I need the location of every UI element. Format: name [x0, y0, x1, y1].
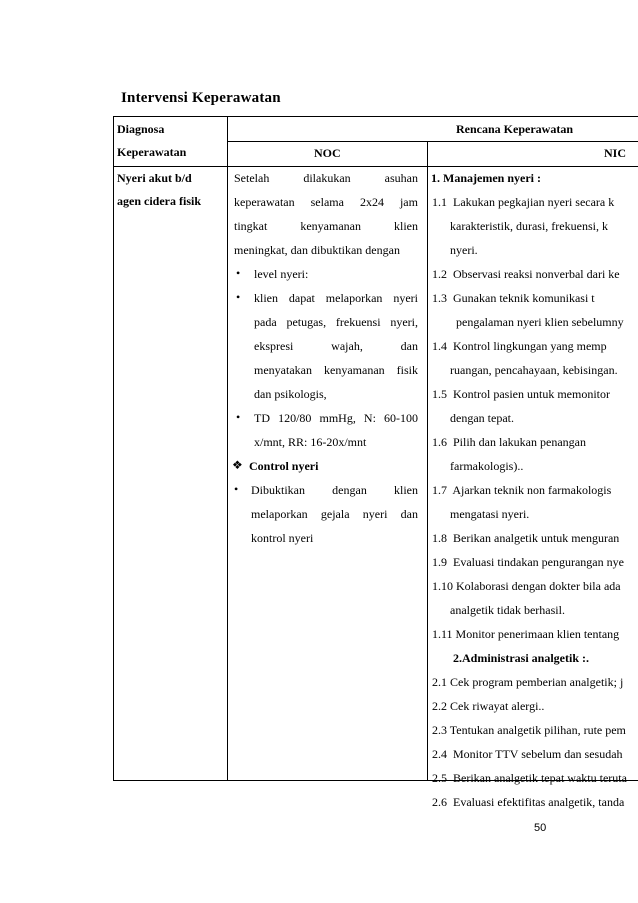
noc-word: kenyamanan	[300, 219, 361, 233]
noc-text-line	[234, 190, 418, 214]
noc-word: TD	[254, 411, 270, 425]
page-number: 50	[534, 822, 547, 834]
noc-word: tingkat	[234, 219, 268, 233]
noc-word: dan	[400, 339, 418, 353]
noc-word: kontrol nyeri	[251, 531, 314, 545]
noc-text-line	[254, 262, 418, 286]
noc-section-title: Control nyeri	[249, 459, 319, 473]
table-border-top	[113, 116, 638, 117]
noc-word: selama	[310, 195, 344, 209]
noc-text-line	[254, 358, 418, 382]
nic-section-title: 1. Manajemen nyeri :	[431, 171, 541, 185]
nic-text-line: 2.1 Cek program pemberian analgetik; j	[432, 675, 624, 689]
nic-text-line: ruangan, pencahayaan, kebisingan.	[432, 363, 618, 377]
noc-text-line	[251, 502, 418, 526]
nic-text-line: 1.4 Kontrol lingkungan yang memp	[432, 339, 607, 353]
noc-word: 60-100	[384, 411, 418, 425]
nic-text-line: 1.3 Gunakan teknik komunikasi t	[432, 291, 595, 305]
diamond-bullet-icon: ❖	[232, 458, 243, 472]
noc-word: kenyamanan	[324, 363, 385, 377]
nic-text-line: 2.6 Evaluasi efektifitas analgetik, tanda	[432, 795, 625, 809]
table-border-left	[113, 116, 114, 781]
nic-text-line: 1.7 Ajarkan teknik non farmakologis	[432, 483, 612, 497]
noc-word: asuhan	[384, 171, 418, 185]
noc-word: klien	[394, 483, 418, 497]
noc-word: level nyeri:	[254, 267, 309, 281]
nic-text-line: 1.6 Pilih dan lakukan penangan	[432, 435, 586, 449]
nic-text-line: 1.10 Kolaborasi dengan dokter bila ada	[432, 579, 621, 593]
noc-text-line	[254, 310, 418, 334]
nic-text-line: 2.5 Berikan analgetik tepat waktu teruta	[432, 771, 627, 785]
bullet-dot-icon: •	[236, 410, 241, 424]
nic-text-line: 1.1 Lakukan pegkajian nyeri secara k	[432, 195, 615, 209]
header-rencana-keperawatan: Rencana Keperawatan	[456, 122, 573, 136]
nic-text-line: analgetik tidak berhasil.	[432, 603, 565, 617]
header-diagnosa: Diagnosa	[117, 122, 165, 136]
diagnosa-line-1: Nyeri akut b/d	[117, 171, 192, 185]
noc-word: jam	[399, 195, 418, 209]
nic-text-line: dengan tepat.	[432, 411, 514, 425]
noc-word: dapat	[288, 291, 315, 305]
noc-word: nyeri	[362, 507, 388, 521]
noc-word: nyeri	[393, 291, 418, 305]
noc-word: x/mnt, RR: 16-20x/mnt	[254, 435, 367, 449]
noc-word: meningkat, dan dibuktikan dengan	[234, 243, 400, 257]
noc-word: nyeri,	[390, 315, 418, 329]
noc-word: melaporkan	[325, 291, 383, 305]
noc-word: frekuensi	[335, 315, 381, 329]
noc-text-line	[254, 286, 418, 310]
noc-text-line	[234, 238, 418, 262]
nic-text-line: pengalaman nyeri klien sebelumny	[432, 315, 624, 329]
page-title: Intervensi Keperawatan	[121, 90, 281, 106]
noc-word: menyatakan	[254, 363, 312, 377]
noc-word: petugas,	[286, 315, 327, 329]
header-nic: NIC	[604, 146, 627, 160]
nic-text-line: 1.11 Monitor penerimaan klien tentang	[432, 627, 620, 641]
table-border-bottom	[113, 780, 638, 781]
bullet-dot-icon: •	[236, 290, 241, 304]
nic-section-title: 2.Administrasi analgetik :.	[453, 651, 590, 665]
noc-word: fisik	[396, 363, 418, 377]
noc-word: wajah,	[331, 339, 363, 353]
nic-text-line: mengatasi nyeri.	[432, 507, 530, 521]
noc-text-line	[254, 334, 418, 358]
noc-word: dan	[400, 507, 418, 521]
noc-text-line	[254, 382, 418, 406]
noc-word: dilakukan	[303, 171, 351, 185]
noc-word: mmHg,	[319, 411, 356, 425]
noc-word: Setelah	[234, 171, 270, 185]
header-noc: NOC	[314, 146, 341, 160]
nic-text-line: 2.4 Monitor TTV sebelum dan sesudah	[432, 747, 623, 761]
noc-word: 2x24	[359, 195, 384, 209]
diagnosa-line-2: agen cidera fisik	[117, 194, 201, 208]
noc-word: N:	[363, 411, 376, 425]
nic-text-line: 1.2 Observasi reaksi nonverbal dari ke	[432, 267, 620, 281]
nic-text-line: 2.3 Tentukan analgetik pilihan, rute pem	[432, 723, 626, 737]
noc-word: dan psikologis,	[254, 387, 327, 401]
nic-text-line: karakteristik, durasi, frekuensi, k	[432, 219, 608, 233]
table-column-divider-1	[227, 116, 228, 781]
noc-text-line	[254, 406, 418, 430]
nic-text-line: farmakologis)..	[432, 459, 524, 473]
nic-text-line: nyeri.	[432, 243, 478, 257]
noc-text-line	[254, 430, 418, 454]
bullet-dot-icon: •	[236, 266, 241, 280]
nic-text-line: 1.9 Evaluasi tindakan pengurangan nye	[432, 555, 624, 569]
noc-text-line	[251, 478, 418, 502]
noc-text-line	[251, 526, 418, 550]
noc-word: dengan	[332, 483, 367, 497]
noc-word: 120/80	[278, 411, 312, 425]
noc-word: ekspresi	[254, 339, 294, 353]
bullet-dot-icon: •	[234, 482, 239, 496]
nic-text-line: 1.5 Kontrol pasien untuk memonitor	[432, 387, 610, 401]
noc-text-line	[234, 214, 418, 238]
noc-word: klien	[394, 219, 418, 233]
table-subheader-divider	[227, 141, 638, 142]
noc-word: klien	[254, 291, 278, 305]
nic-text-line: 2.2 Cek riwayat alergi..	[432, 699, 545, 713]
noc-text-line	[234, 166, 418, 190]
noc-word: Dibuktikan	[251, 483, 305, 497]
header-keperawatan: Keperawatan	[117, 145, 187, 159]
noc-word: melaporkan	[251, 507, 308, 521]
nic-text-line: 1.8 Berikan analgetik untuk menguran	[432, 531, 620, 545]
noc-word: gejala	[320, 507, 350, 521]
noc-word: pada	[254, 315, 277, 329]
noc-word: keperawatan	[234, 195, 295, 209]
